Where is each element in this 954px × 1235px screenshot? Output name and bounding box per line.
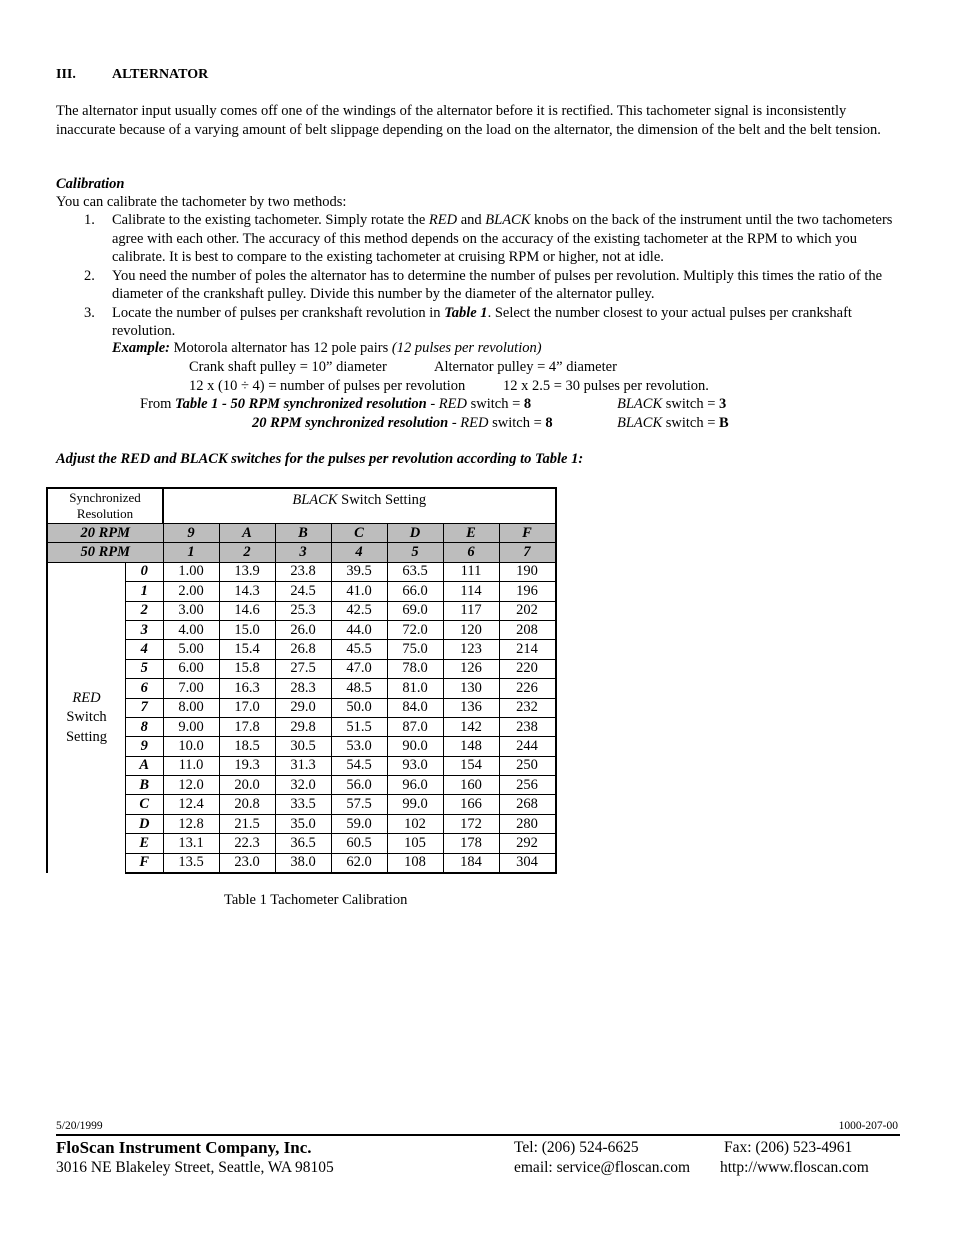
- pulses-value-cell: 190: [499, 562, 556, 581]
- pulses-value-cell: 51.5: [331, 717, 387, 736]
- red-switch-value: F: [126, 853, 164, 873]
- table-header-row: [47, 488, 556, 524]
- pulses-value-cell: 304: [499, 853, 556, 873]
- table-50rpm-ref: Table 1 - 50 RPM synchronized resolution: [175, 396, 427, 412]
- pulses-value-cell: 31.3: [275, 756, 331, 775]
- list-number: 1.: [84, 212, 95, 228]
- pulses-value-cell: 69.0: [387, 601, 443, 620]
- list-item: [84, 211, 896, 267]
- pulses-value-cell: 42.5: [331, 601, 387, 620]
- example-text: Motorola alternator has 12 pole pairs: [170, 340, 392, 356]
- black-setting-20rpm: 9: [163, 524, 219, 543]
- pulses-value-cell: 20.0: [219, 776, 275, 795]
- pulses-value-cell: 268: [499, 795, 556, 814]
- pulses-value-cell: 172: [443, 814, 499, 833]
- pulses-value-cell: 126: [443, 659, 499, 678]
- pulses-value-cell: 13.5: [163, 853, 219, 873]
- pulses-value-cell: 244: [499, 737, 556, 756]
- pulses-value-cell: 111: [443, 562, 499, 581]
- red-switch-value: B: [126, 776, 164, 795]
- example-note: (12 pulses per revolution): [391, 340, 542, 356]
- table-row: [47, 562, 556, 581]
- pulses-value-cell: 1.00: [163, 562, 219, 581]
- example-label: Example:: [112, 340, 170, 356]
- black-setting-50rpm: 5: [387, 543, 443, 562]
- red-50-value: 8: [523, 396, 532, 412]
- pulses-value-cell: 6.00: [163, 659, 219, 678]
- black-50-line: [617, 395, 726, 414]
- pulses-value-cell: 16.3: [219, 679, 275, 698]
- pulses-value-cell: 90.0: [387, 737, 443, 756]
- red-switch-value: D: [126, 814, 164, 833]
- pulses-value-cell: 120: [443, 620, 499, 639]
- pulses-value-cell: 75.0: [387, 640, 443, 659]
- red-word: RED: [460, 415, 489, 431]
- pulses-value-cell: 72.0: [387, 620, 443, 639]
- company-email: email: service@floscan.com: [514, 1159, 691, 1176]
- pulses-value-cell: 25.3: [275, 601, 331, 620]
- black-setting-20rpm: F: [499, 524, 556, 543]
- company-website: http://www.floscan.com: [720, 1159, 869, 1176]
- pulses-value-cell: 15.8: [219, 659, 275, 678]
- list-text: and: [457, 212, 486, 228]
- adjust-instruction: Adjust the RED and BLACK switches for the pulses per revolution according to Table 1:: [56, 451, 584, 467]
- black-20-value: B: [719, 415, 729, 431]
- resolution-header: Synchronized Resolution: [47, 488, 163, 524]
- pulses-value-cell: 9.00: [163, 717, 219, 736]
- red-switch-label: [47, 562, 126, 873]
- pulses-value-cell: 41.0: [331, 582, 387, 601]
- black-setting-20rpm: C: [331, 524, 387, 543]
- black-50-value: 3: [719, 396, 727, 412]
- pulses-value-cell: 32.0: [275, 776, 331, 795]
- list-number: 2.: [84, 267, 95, 284]
- list-number: 3.: [84, 304, 95, 321]
- black-20-line: [617, 414, 729, 433]
- red-switch-value: 5: [126, 659, 164, 678]
- pulses-value-cell: 196: [499, 582, 556, 601]
- pulses-value-cell: 50.0: [331, 698, 387, 717]
- pulses-value-cell: 38.0: [275, 853, 331, 873]
- pulses-value-cell: 66.0: [387, 582, 443, 601]
- pulses-value-cell: 33.5: [275, 795, 331, 814]
- pulses-value-cell: 105: [387, 834, 443, 853]
- pulses-value-cell: 21.5: [219, 814, 275, 833]
- pulses-value-cell: 45.5: [331, 640, 387, 659]
- section-heading: [56, 66, 208, 85]
- black-knob-term: BLACK: [485, 212, 531, 228]
- from-text: From: [140, 396, 176, 412]
- pulses-value-cell: 7.00: [163, 679, 219, 698]
- black-header-rest: Switch Setting: [337, 492, 427, 508]
- pulses-value-cell: 23.8: [275, 562, 331, 581]
- red-switch-value: 1: [126, 582, 164, 601]
- example-line: [112, 339, 542, 358]
- pulses-value-cell: 29.0: [275, 698, 331, 717]
- calibration-table: [46, 487, 557, 874]
- pulses-value-cell: 102: [387, 814, 443, 833]
- black-header-italic: BLACK: [292, 492, 338, 508]
- pulses-value-cell: 117: [443, 601, 499, 620]
- red-switch-value: C: [126, 795, 164, 814]
- pulses-value-cell: 250: [499, 756, 556, 775]
- list-text: Locate the number of pulses per crankshaft revolution in: [112, 304, 445, 321]
- pulses-value-cell: 14.3: [219, 582, 275, 601]
- pulses-value-cell: 53.0: [331, 737, 387, 756]
- pulses-value-cell: 8.00: [163, 698, 219, 717]
- red-switch-value: 4: [126, 640, 164, 659]
- pulses-value-cell: 26.8: [275, 640, 331, 659]
- red-switch-value: 8: [126, 717, 164, 736]
- black-setting-50rpm: 7: [499, 543, 556, 562]
- pulses-value-cell: 142: [443, 717, 499, 736]
- pulses-value-cell: 148: [443, 737, 499, 756]
- pulses-value-cell: 93.0: [387, 756, 443, 775]
- table-20rpm-ref: 20 RPM synchronized resolution: [252, 415, 449, 431]
- table-reference: Table 1: [444, 304, 488, 321]
- pulses-value-cell: 29.8: [275, 717, 331, 736]
- result-text: 12 x 2.5 = 30 pulses per revolution.: [503, 378, 709, 394]
- company-fax: Fax: (206) 523-4961: [724, 1139, 853, 1156]
- pulses-value-cell: 208: [499, 620, 556, 639]
- calibration-method-list: [84, 211, 896, 341]
- pulses-value-cell: 3.00: [163, 601, 219, 620]
- list-text: You need the number of poles the alternator has to determine the number of pulses per revolution. Multiply this times the ratio of the diameter of the crankshaft pulley. Divide this number by the diameter of the alternator pulley.: [112, 267, 883, 302]
- rpm-20-row: [47, 524, 556, 543]
- pulses-value-cell: 81.0: [387, 679, 443, 698]
- red-label-line: Switch: [66, 709, 107, 726]
- company-name: FloScan Instrument Company, Inc.: [56, 1138, 312, 1157]
- pulses-value-cell: 48.5: [331, 679, 387, 698]
- red-switch-value: 6: [126, 679, 164, 698]
- black-setting-20rpm: D: [387, 524, 443, 543]
- red-label-line: Setting: [65, 728, 108, 745]
- from-table-line-20: [252, 414, 553, 433]
- list-item: [84, 267, 896, 304]
- dash-text: -: [426, 396, 439, 412]
- black-setting-50rpm: 4: [331, 543, 387, 562]
- list-text: knobs on the back of the instrument until the two tachometers agree with each other. The accuracy of this method depends on the accuracy of the existing tachometer at the RPM to which you calibrate. It is best to compare to the existing tachometer at cruising RPM or higher, not at idle.: [112, 212, 893, 265]
- pulses-value-cell: 13.9: [219, 562, 275, 581]
- red-switch-value: 0: [126, 562, 164, 581]
- crank-pulley-text: Crank shaft pulley = 10” diameter: [189, 359, 387, 375]
- pulses-value-cell: 136: [443, 698, 499, 717]
- black-switch-header: [163, 488, 556, 524]
- formula-text: 12 x (10 ÷ 4) = number of pulses per revolution: [189, 378, 466, 394]
- pulses-value-cell: 84.0: [387, 698, 443, 717]
- pulses-value-cell: 47.0: [331, 659, 387, 678]
- example-block: [112, 339, 812, 434]
- intro-paragraph: The alternator input usually comes off one of the windings of the alternator before it is rectified. This tachometer signal is inconsistently inaccurate because of a varying amount of belt slippage depending on the load on the alternator, the dimension of the belt and the belt tension.: [56, 103, 881, 138]
- pulses-value-cell: 78.0: [387, 659, 443, 678]
- pulses-value-cell: 26.0: [275, 620, 331, 639]
- black-setting-20rpm: B: [275, 524, 331, 543]
- company-tel: Tel: (206) 524-6625: [514, 1139, 639, 1156]
- pulses-value-cell: 87.0: [387, 717, 443, 736]
- pulses-value-cell: 23.0: [219, 853, 275, 873]
- pulses-value-cell: 160: [443, 776, 499, 795]
- pulses-value-cell: 27.5: [275, 659, 331, 678]
- black-word: BLACK: [617, 415, 663, 431]
- pulses-value-cell: 226: [499, 679, 556, 698]
- pulses-value-cell: 184: [443, 853, 499, 873]
- red-switch-value: A: [126, 756, 164, 775]
- list-item: [84, 304, 896, 341]
- pulses-value-cell: 59.0: [331, 814, 387, 833]
- red-switch-value: 3: [126, 620, 164, 639]
- pulses-value-cell: 19.3: [219, 756, 275, 775]
- list-text: Calibrate to the existing tachometer. Simply rotate the: [112, 212, 429, 228]
- red-word: RED: [438, 396, 467, 412]
- pulses-value-cell: 24.5: [275, 582, 331, 601]
- pulses-value-cell: 44.0: [331, 620, 387, 639]
- list-text: . Select the number closest to your actual pulses per crankshaft revolution.: [112, 304, 852, 339]
- pulses-value-cell: 57.5: [331, 795, 387, 814]
- pulses-value-cell: 13.1: [163, 834, 219, 853]
- pulses-value-cell: 130: [443, 679, 499, 698]
- pulses-value-cell: 11.0: [163, 756, 219, 775]
- pulses-value-cell: 35.0: [275, 814, 331, 833]
- rpm-50-row: [47, 543, 556, 562]
- red-switch-value: 7: [126, 698, 164, 717]
- calibration-intro: You can calibrate the tachometer by two methods:: [56, 194, 347, 210]
- section-number: III.: [56, 67, 76, 82]
- pulses-value-cell: 99.0: [387, 795, 443, 814]
- pulses-value-cell: 12.8: [163, 814, 219, 833]
- pulses-value-cell: 15.0: [219, 620, 275, 639]
- red-switch-value: 9: [126, 737, 164, 756]
- pulses-value-cell: 123: [443, 640, 499, 659]
- switch-eq-text: switch =: [662, 415, 720, 431]
- black-setting-50rpm: 1: [163, 543, 219, 562]
- footer-doc-number: 1000-207-00: [838, 1120, 898, 1132]
- pulses-value-cell: 292: [499, 834, 556, 853]
- pulses-value-cell: 22.3: [219, 834, 275, 853]
- pulses-value-cell: 214: [499, 640, 556, 659]
- pulses-value-cell: 62.0: [331, 853, 387, 873]
- pulses-value-cell: 30.5: [275, 737, 331, 756]
- red-20-value: 8: [545, 415, 553, 431]
- pulses-value-cell: 36.5: [275, 834, 331, 853]
- pulses-value-cell: 28.3: [275, 679, 331, 698]
- red-label-italic: RED: [72, 689, 101, 706]
- pulses-value-cell: 280: [499, 814, 556, 833]
- pulses-value-cell: 39.5: [331, 562, 387, 581]
- pulses-value-cell: 56.0: [331, 776, 387, 795]
- pulses-value-cell: 63.5: [387, 562, 443, 581]
- switch-eq-text: switch =: [466, 396, 524, 412]
- red-switch-value: E: [126, 834, 164, 853]
- pulses-value-cell: 54.5: [331, 756, 387, 775]
- red-knob-term: RED: [428, 212, 458, 228]
- pulses-value-cell: 232: [499, 698, 556, 717]
- pulses-value-cell: 12.4: [163, 795, 219, 814]
- footer-divider: [56, 1134, 900, 1136]
- pulses-value-cell: 5.00: [163, 640, 219, 659]
- black-setting-50rpm: 2: [219, 543, 275, 562]
- company-address: 3016 NE Blakeley Street, Seattle, WA 98105: [56, 1159, 334, 1176]
- pulses-value-cell: 17.8: [219, 717, 275, 736]
- pulses-value-cell: 4.00: [163, 620, 219, 639]
- calibration-title: Calibration: [56, 176, 125, 192]
- rpm-20-label: 20 RPM: [47, 524, 163, 543]
- pulses-value-cell: 178: [443, 834, 499, 853]
- table-caption: Table 1 Tachometer Calibration: [224, 892, 408, 908]
- red-switch-value: 2: [126, 601, 164, 620]
- switch-eq-text: switch =: [488, 415, 546, 431]
- pulses-value-cell: 220: [499, 659, 556, 678]
- section-title: ALTERNATOR: [112, 67, 209, 82]
- black-setting-50rpm: 6: [443, 543, 499, 562]
- pulses-value-cell: 114: [443, 582, 499, 601]
- dash-text: -: [448, 415, 461, 431]
- footer-date: 5/20/1999: [56, 1120, 103, 1132]
- pulses-value-cell: 2.00: [163, 582, 219, 601]
- from-table-line-50: [140, 395, 531, 414]
- pulses-value-cell: 20.8: [219, 795, 275, 814]
- pulses-value-cell: 17.0: [219, 698, 275, 717]
- pulses-value-cell: 18.5: [219, 737, 275, 756]
- rpm-50-label: 50 RPM: [47, 543, 163, 562]
- black-setting-50rpm: 3: [275, 543, 331, 562]
- pulses-value-cell: 60.5: [331, 834, 387, 853]
- pulses-value-cell: 96.0: [387, 776, 443, 795]
- pulses-value-cell: 10.0: [163, 737, 219, 756]
- pulses-value-cell: 256: [499, 776, 556, 795]
- pulses-value-cell: 154: [443, 756, 499, 775]
- pulses-value-cell: 238: [499, 717, 556, 736]
- pulses-value-cell: 15.4: [219, 640, 275, 659]
- pulses-value-cell: 108: [387, 853, 443, 873]
- pulses-value-cell: 12.0: [163, 776, 219, 795]
- black-setting-20rpm: A: [219, 524, 275, 543]
- alternator-pulley-text: Alternator pulley = 4” diameter: [434, 359, 617, 375]
- pulses-value-cell: 14.6: [219, 601, 275, 620]
- pulses-value-cell: 166: [443, 795, 499, 814]
- pulses-value-cell: 202: [499, 601, 556, 620]
- black-setting-20rpm: E: [443, 524, 499, 543]
- black-word: BLACK: [617, 396, 663, 412]
- switch-eq-text: switch =: [662, 396, 720, 412]
